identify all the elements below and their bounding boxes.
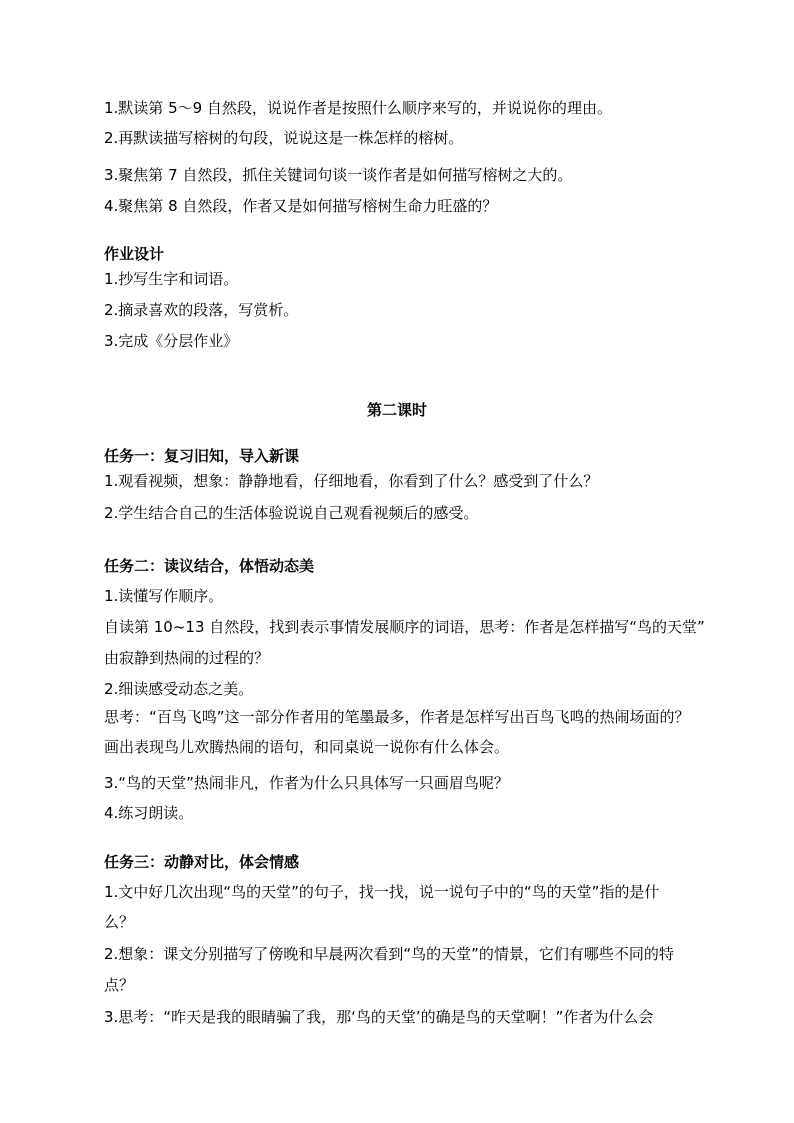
task2-line-5: 思考：“百鸟飞鸣”这一部分作者用的笔墨最多，作者是怎样写出百鸟飞鸣的热闹场面的？ — [104, 708, 690, 726]
task3-line-1: 1.文中好几次出现“鸟的天堂”的句子，找一找，说一说句子中的“鸟的天堂”指的是什 — [104, 883, 660, 901]
task1-heading: 任务一：复习旧知，导入新课 — [104, 447, 300, 465]
question-1: 1.默读第 5～9 自然段，说说作者是按照什么顺序来写的，并说说你的理由。 — [104, 99, 612, 117]
task2-line-4: 2.细读感受动态之美。 — [104, 680, 254, 698]
task3-line-3: 2.想象：课文分别描写了傍晚和早晨两次看到“鸟的天堂”的情景，它们有哪些不同的特 — [104, 945, 674, 963]
task2-line-2: 自读第 10~13 自然段，找到表示事情发展顺序的词语，思考：作者是怎样描写“鸟的天堂” — [104, 618, 705, 636]
task2-heading: 任务二：读议结合，体悟动态美 — [104, 557, 315, 575]
homework-heading: 作业设计 — [104, 245, 165, 263]
task3-heading: 任务三：动静对比，体会情感 — [104, 853, 300, 871]
task1-item-2: 2.学生结合自己的生活体验说说自己观看视频后的感受。 — [104, 504, 479, 522]
question-4: 4.聚焦第 8 自然段，作者又是如何描写榕树生命力旺盛的？ — [104, 197, 498, 215]
question-3: 3.聚焦第 7 自然段，抓住关键词句谈一谈作者是如何描写榕树之大的。 — [104, 166, 573, 184]
question-2: 2.再默读描写榕树的句段，说说这是一株怎样的榕树。 — [104, 129, 464, 147]
task1-item-1: 1.观看视频，想象：静静地看，仔细地看，你看到了什么？感受到了什么？ — [104, 472, 599, 490]
task3-line-2: 么？ — [104, 913, 135, 931]
task3-line-4: 点？ — [104, 976, 135, 994]
task2-line-3: 由寂静到热闹的过程的？ — [104, 649, 270, 667]
homework-item-3: 3.完成《分层作业》 — [104, 332, 239, 350]
task2-line-7: 3.“鸟的天堂”热闹非凡，作者为什么只具体写一只画眉鸟呢？ — [104, 774, 509, 792]
homework-item-1: 1.抄写生字和词语。 — [104, 270, 239, 288]
task2-line-8: 4.练习朗读。 — [104, 804, 194, 822]
lesson2-title: 第二课时 — [366, 401, 427, 419]
task3-line-5: 3.思考：“昨天是我的眼睛骗了我，那‘鸟的天堂’的确是鸟的天堂啊！”作者为什么会 — [104, 1008, 654, 1026]
task2-line-6: 画出表现鸟儿欢腾热闹的语句，和同桌说一说你有什么体会。 — [104, 738, 510, 756]
task2-line-1: 1.读懂写作顺序。 — [104, 587, 224, 605]
homework-item-2: 2.摘录喜欢的段落，写赏析。 — [104, 301, 299, 319]
